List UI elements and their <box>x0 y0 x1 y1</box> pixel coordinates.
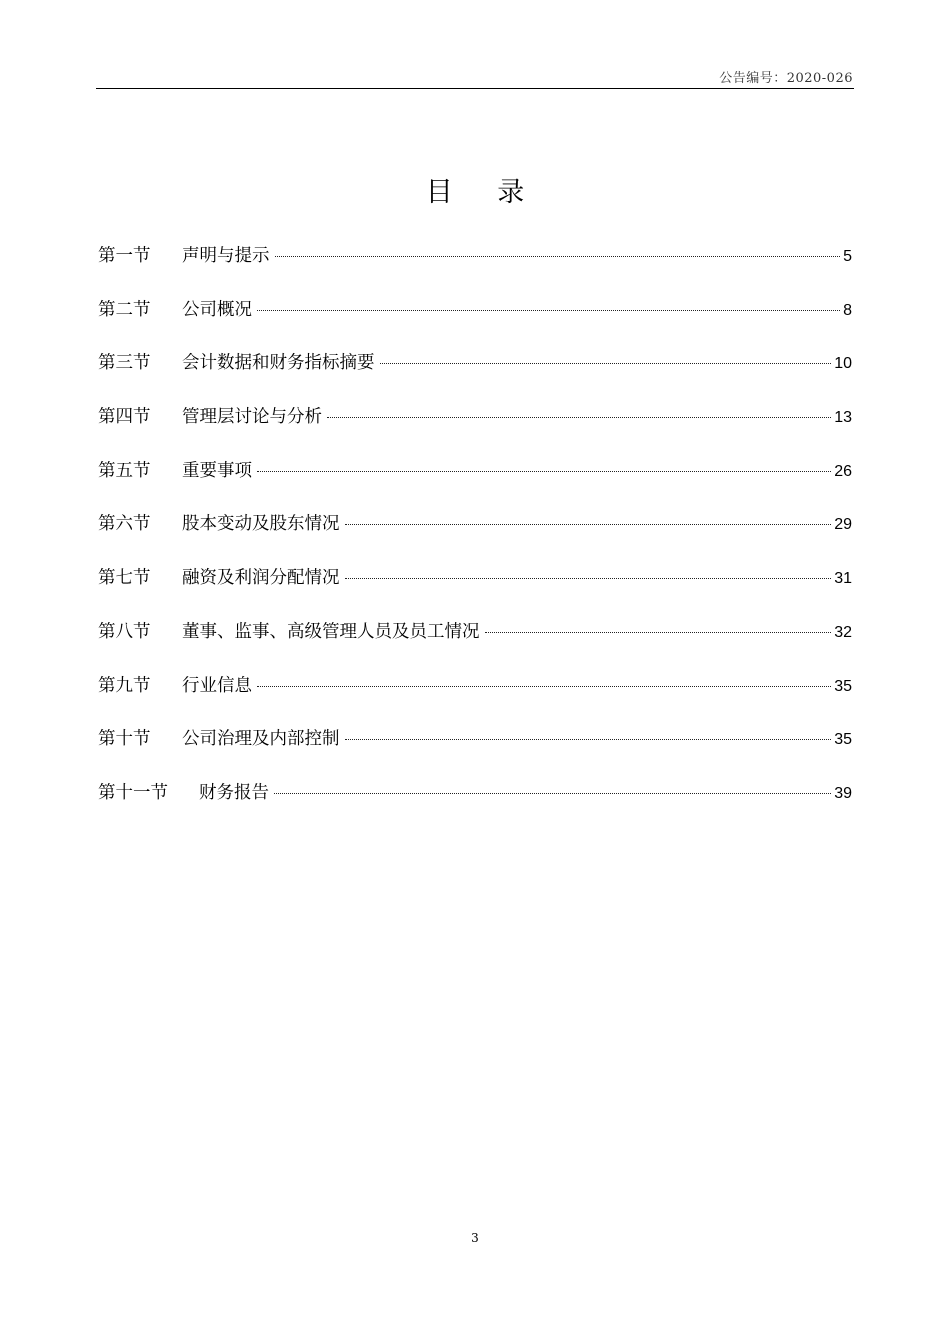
toc-dot-leader <box>380 363 832 364</box>
toc-entry[interactable] <box>98 455 852 509</box>
toc-entry[interactable] <box>98 347 852 401</box>
toc-dot-leader <box>345 739 832 740</box>
toc-section-title: 声明与提示 <box>182 246 270 266</box>
toc-entry[interactable] <box>98 562 852 616</box>
toc-section-number: 第五节 <box>98 460 151 481</box>
toc-section-title: 股本变动及股东情况 <box>182 514 340 535</box>
toc-dot-leader <box>327 417 831 418</box>
toc-section-number: 第十一节 <box>98 782 168 803</box>
toc-entry[interactable] <box>98 723 852 777</box>
toc-page-number: 39 <box>834 784 852 802</box>
toc-page-number: 13 <box>834 409 852 427</box>
toc-section-title: 行业信息 <box>182 675 252 696</box>
toc-section-number: 第十节 <box>98 729 151 750</box>
toc-section-number: 第八节 <box>98 621 151 642</box>
toc-section-title: 财务报告 <box>199 782 269 803</box>
toc-dot-leader <box>345 578 832 579</box>
toc-section-title: 公司概况 <box>182 299 252 320</box>
toc-entry[interactable] <box>98 240 852 294</box>
toc-entry[interactable] <box>98 401 852 455</box>
header-divider <box>96 88 854 89</box>
page-number: 3 <box>471 1231 479 1245</box>
toc-section-number: 第六节 <box>98 514 151 535</box>
toc-dot-leader <box>345 524 832 525</box>
toc-section-number: 第一节 <box>98 246 151 266</box>
toc-dot-leader <box>257 310 840 311</box>
table-of-contents <box>98 240 852 831</box>
toc-section-number: 第四节 <box>98 407 151 428</box>
toc-entry[interactable] <box>98 508 852 562</box>
toc-section-title: 融资及利润分配情况 <box>182 568 340 589</box>
toc-section-title: 管理层讨论与分析 <box>182 407 322 428</box>
toc-dot-leader <box>257 471 831 472</box>
toc-dot-leader <box>275 256 841 257</box>
toc-entry[interactable] <box>98 616 852 670</box>
toc-entry[interactable] <box>98 670 852 724</box>
toc-entry[interactable] <box>98 777 852 831</box>
toc-page-number: 5 <box>843 248 852 265</box>
toc-page-number: 8 <box>843 301 852 319</box>
toc-page-number: 10 <box>834 355 852 373</box>
toc-page-number: 29 <box>834 516 852 534</box>
toc-section-number: 第九节 <box>98 675 151 696</box>
toc-section-title: 重要事项 <box>182 460 252 481</box>
toc-section-title: 会计数据和财务指标摘要 <box>182 353 375 374</box>
toc-page-number: 26 <box>834 462 852 480</box>
toc-page-number: 35 <box>834 731 852 749</box>
notice-code: 公告编号：2020-026 <box>719 71 853 86</box>
toc-dot-leader <box>257 686 831 687</box>
toc-page-number: 35 <box>834 677 852 695</box>
toc-section-title: 董事、监事、高级管理人员及员工情况 <box>182 621 480 642</box>
toc-title: 目 录 <box>425 177 543 208</box>
toc-entry[interactable] <box>98 294 852 348</box>
toc-section-number: 第二节 <box>98 299 151 320</box>
toc-section-title: 公司治理及内部控制 <box>182 729 340 750</box>
toc-dot-leader <box>274 793 831 794</box>
toc-page-number: 31 <box>834 570 852 588</box>
toc-section-number: 第三节 <box>98 353 151 374</box>
toc-section-number: 第七节 <box>98 568 151 589</box>
toc-page-number: 32 <box>834 623 852 641</box>
toc-dot-leader <box>485 632 832 633</box>
